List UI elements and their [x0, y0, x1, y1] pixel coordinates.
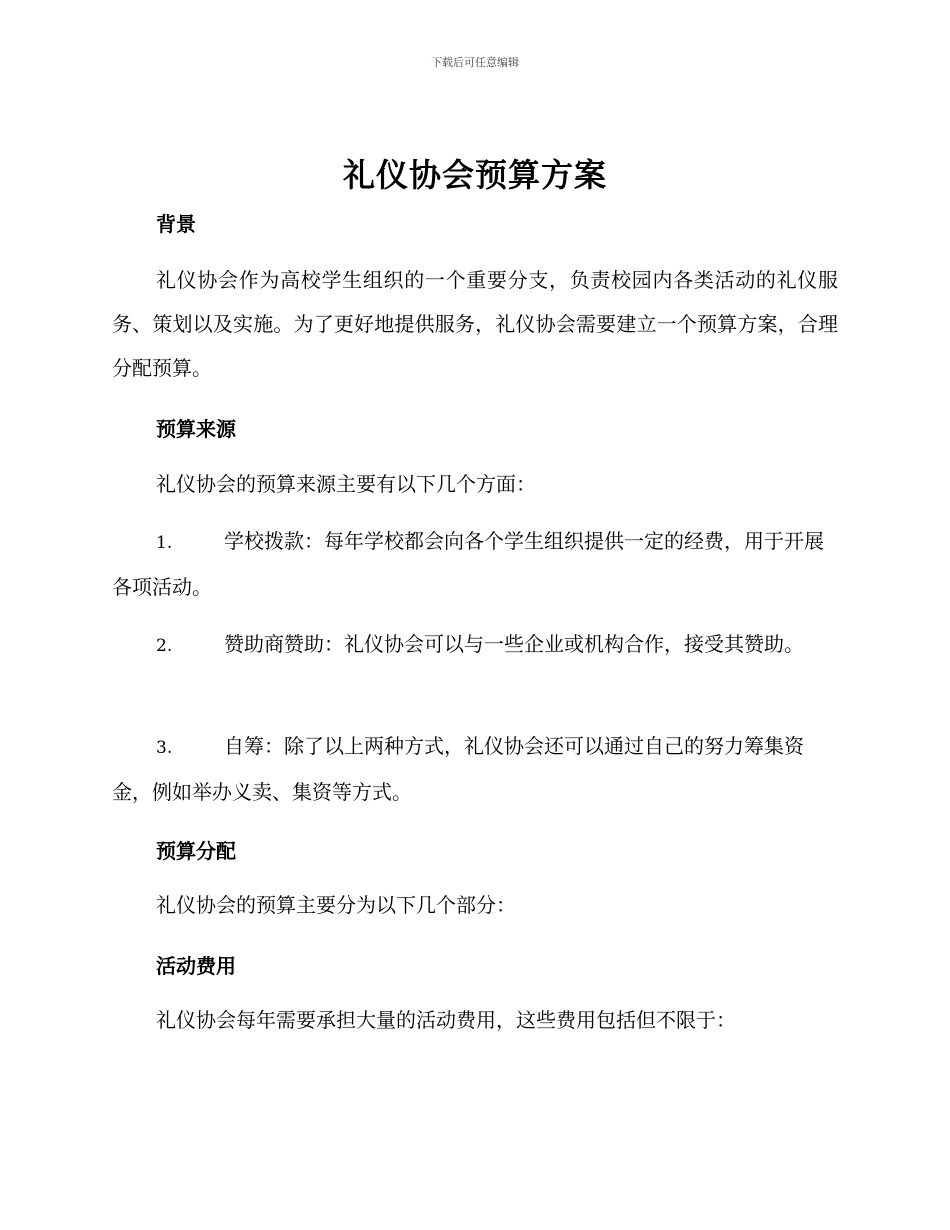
list-item-text: 自筹：除了以上两种方式，礼仪协会还可以通过自己的努力筹集资金，例如举办义卖、集资等方式。 — [112, 734, 804, 804]
section-heading-allocation: 预算分配 — [156, 839, 236, 863]
list-item-number: 3. — [156, 738, 173, 758]
list-item-text: 学校拨款：每年学校都会向各个学生组织提供一定的经费，用于开展各项活动。 — [112, 529, 824, 599]
list-item — [112, 519, 838, 609]
allocation-intro-paragraph: 礼仪协会的预算主要分为以下几个部分： — [156, 893, 516, 917]
background-paragraph: 礼仪协会作为高校学生组织的一个重要分支，负责校园内各类活动的礼仪服务、策划以及实施。为了更好地提供服务，礼仪协会需要建立一个预算方案，合理分配预算。 — [112, 268, 838, 380]
list-item — [112, 724, 838, 814]
list-item-number: 1. — [156, 533, 173, 553]
sources-intro-paragraph: 礼仪协会的预算来源主要有以下几个方面： — [156, 472, 536, 496]
section-heading-sources: 预算来源 — [156, 417, 236, 441]
list-item — [112, 622, 838, 668]
section-heading-background: 背景 — [156, 212, 196, 236]
header-note: 下载后可任意编辑 — [431, 56, 519, 69]
activity-intro-paragraph: 礼仪协会每年需要承担大量的活动费用，这些费用包括但不限于： — [156, 1008, 736, 1032]
section-heading-activity: 活动费用 — [156, 954, 236, 978]
document-title: 礼仪协会预算方案 — [342, 156, 607, 194]
list-item-text: 赞助商赞助：礼仪协会可以与一些企业或机构合作，接受其赞助。 — [224, 632, 804, 656]
list-item-number: 2. — [156, 636, 173, 656]
